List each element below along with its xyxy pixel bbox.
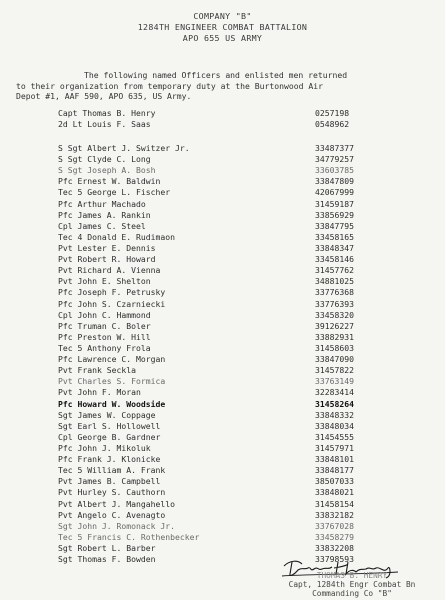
serial-number: 33767028 (315, 520, 354, 531)
roster-row (58, 410, 418, 421)
roster-row (58, 210, 418, 221)
member-name: Pvt Frank Seckla (58, 365, 136, 376)
serial-number: 38507033 (315, 476, 354, 487)
member-name: Sgt James W. Coppage (58, 409, 156, 420)
serial-number: 32283414 (315, 387, 354, 398)
roster-row (58, 187, 418, 198)
roster-row (58, 376, 418, 387)
serial-number: 31457822 (315, 365, 354, 376)
roster-row (58, 165, 418, 176)
officers-list (58, 108, 418, 130)
roster-row (58, 443, 418, 454)
roster-row (58, 487, 418, 498)
member-name: S Sgt Clyde C. Long (58, 154, 151, 165)
member-name: Pvt Lester E. Dennis (58, 242, 156, 253)
member-name: Pfc Preston W. Hill (58, 331, 151, 342)
serial-number: 33776368 (315, 287, 354, 298)
roster-row (58, 521, 418, 532)
roster-row (58, 454, 418, 465)
serial-number: 33832182 (315, 509, 354, 520)
serial-number: 33848332 (315, 409, 354, 420)
intro-paragraph (16, 70, 436, 102)
member-name: Pfc Truman C. Boler (58, 320, 151, 331)
roster-row (58, 310, 418, 321)
serial-number: 33856929 (315, 209, 354, 220)
roster-row (58, 254, 418, 265)
member-name: Sgt Earl S. Hollowell (58, 420, 161, 431)
member-name: Pfc James A. Rankin (58, 209, 151, 220)
member-name: Tec 5 Francis C. Rothenbecker (58, 531, 200, 542)
roster-row (58, 387, 418, 398)
serial-number: 33847795 (315, 220, 354, 231)
roster-row (58, 532, 418, 543)
member-name: Sgt Robert L. Barber (58, 542, 156, 553)
serial-number: 33776393 (315, 298, 354, 309)
roster-row (58, 143, 418, 154)
roster-row (58, 543, 418, 554)
serial-number: 33848021 (315, 487, 354, 498)
roster-row (58, 354, 418, 365)
member-name: Pfc Ernest W. Baldwin (58, 176, 161, 187)
serial-number: 33763149 (315, 376, 354, 387)
intro-line: to their organization from temporary duty at the Burtonwood Air (16, 80, 323, 91)
member-name: Pvt Richard A. Vienna (58, 265, 161, 276)
member-name: Pfc Lawrence C. Morgan (58, 354, 166, 365)
serial-number: 33798593 (315, 554, 354, 565)
member-name: Tec 5 Anthony Frola (58, 342, 151, 353)
roster-row (58, 476, 418, 487)
member-name: Pvt Hurley S. Cauthorn (58, 487, 166, 498)
member-name: Pfc Arthur Machado (58, 198, 146, 209)
serial-number: 33458146 (315, 254, 354, 265)
serial-number: 0257198 (315, 108, 350, 118)
member-name: S Sgt Albert J. Switzer Jr. (58, 143, 190, 153)
serial-number: 31457971 (315, 442, 354, 453)
serial-number: 0548962 (315, 119, 350, 130)
serial-number: 39126227 (315, 320, 354, 331)
roster-row (58, 343, 418, 354)
serial-number: 31454555 (315, 431, 354, 442)
serial-number: 33847090 (315, 354, 354, 365)
member-name: Tec 5 George L. Fischer (58, 187, 171, 198)
roster-row (58, 176, 418, 187)
serial-number: 33603785 (315, 165, 354, 176)
roster-row (58, 421, 418, 432)
serial-number: 31458264 (315, 398, 354, 409)
roster-row (58, 243, 418, 254)
member-name: Pfc John J. Mikoluk (58, 442, 151, 453)
member-name: Sgt John J. Romonack Jr. (58, 520, 175, 531)
signer-typed-name: THOMAS B. HENRY (316, 571, 388, 580)
roster-row (58, 465, 418, 476)
member-name: Cpl John C. Hammond (58, 309, 151, 320)
serial-number: 33487377 (315, 143, 354, 153)
enlisted-roster (58, 143, 418, 565)
intro-line: Depot #1, AAF 590, APO 635, US Army. (16, 91, 192, 101)
member-name: Pvt John E. Shelton (58, 276, 151, 287)
serial-number: 33882931 (315, 331, 354, 342)
apo-heading: APO 655 US ARMY (182, 33, 263, 43)
serial-number: 31459187 (315, 198, 354, 209)
roster-row (58, 499, 418, 510)
serial-number: 34881025 (315, 276, 354, 287)
roster-row (58, 199, 418, 210)
officer-row (58, 108, 418, 119)
serial-number: 33848177 (315, 465, 354, 476)
officer-row (58, 119, 418, 130)
serial-number: 33847809 (315, 176, 354, 187)
signer-title-line: Capt, 1284th Engr Combat Bn (288, 580, 416, 589)
roster-row (58, 332, 418, 343)
roster-row (58, 221, 418, 232)
member-name: 2d Lt Louis F. Saas (58, 119, 151, 130)
roster-row (58, 510, 418, 521)
roster-row (58, 321, 418, 332)
serial-number: 31458603 (315, 342, 354, 353)
member-name: Pvt Angelo C. Avenagto (58, 509, 166, 520)
roster-row (58, 287, 418, 298)
serial-number: 33848101 (315, 454, 354, 465)
member-name: Pvt Robert R. Howard (58, 254, 156, 265)
member-name: Pvt Albert J. Mangahello (58, 498, 175, 509)
roster-row (58, 365, 418, 376)
roster-row (58, 299, 418, 310)
serial-number: 31457762 (315, 265, 354, 276)
member-name: Cpl George B. Gardner (58, 431, 161, 442)
roster-row (58, 399, 418, 410)
member-name: Pfc John S. Czarniecki (58, 298, 166, 309)
serial-number: 33458279 (315, 531, 354, 542)
roster-row (58, 265, 418, 276)
company-heading: COMPANY "B" (193, 11, 252, 21)
serial-number: 42067999 (315, 187, 354, 198)
battalion-heading: 1284TH ENGINEER COMBAT BATTALION (137, 22, 308, 32)
serial-number: 33832208 (315, 542, 354, 553)
member-name: Pfc Frank J. Klonicke (58, 454, 161, 465)
member-name: Tec 5 William A. Frank (58, 465, 166, 476)
serial-number: 33458165 (315, 231, 354, 242)
member-name: Capt Thomas B. Henry (58, 108, 156, 118)
member-name: Tec 4 Donald E. Rudimaon (58, 231, 175, 242)
member-name: Pfc Joseph F. Petrusky (58, 287, 166, 298)
member-name: S Sgt Joseph A. Bosh (58, 165, 156, 176)
member-name: Cpl James C. Steel (58, 220, 146, 231)
roster-row (58, 432, 418, 443)
intro-line: The following named Officers and enlisted men returned (84, 70, 348, 80)
member-name: Pvt Charles S. Formica (58, 376, 166, 387)
member-name: Pvt James B. Campbell (58, 476, 161, 487)
serial-number: 33848034 (315, 420, 354, 431)
serial-number: 34779257 (315, 154, 354, 165)
member-name: Sgt Thomas F. Bowden (58, 554, 156, 565)
member-name: Pvt John F. Moran (58, 387, 141, 398)
serial-number: 33458320 (315, 309, 354, 320)
signer-command-line: Commanding Co "B" (312, 589, 392, 598)
roster-row (58, 276, 418, 287)
roster-row (58, 154, 418, 165)
member-name: Pfc Howard W. Woodside (58, 398, 166, 409)
serial-number: 33848347 (315, 242, 354, 253)
serial-number: 31458154 (315, 498, 354, 509)
roster-row (58, 232, 418, 243)
